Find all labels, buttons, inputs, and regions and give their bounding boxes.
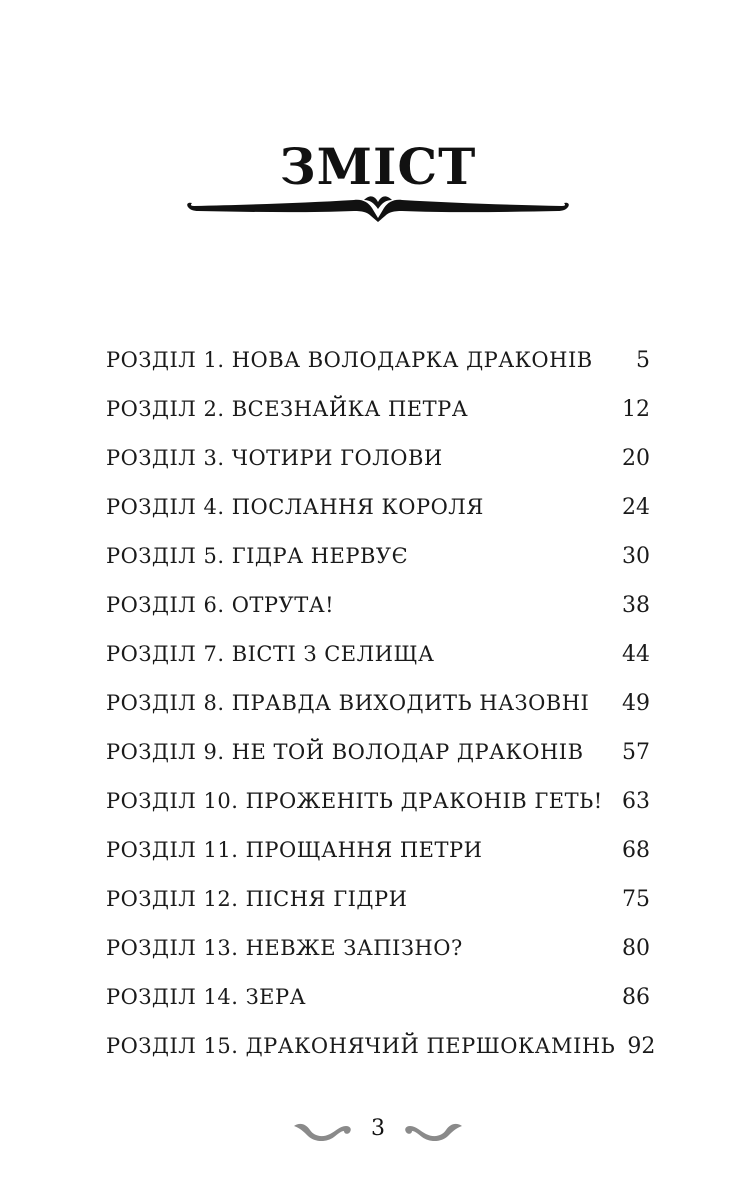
toc-entry-title: РОЗДІЛ 8. ПРАВДА ВИХОДИТЬ НАЗОВНІ <box>106 691 590 715</box>
toc-entry-page: 12 <box>622 397 650 422</box>
toc-entry-page: 86 <box>622 985 650 1010</box>
toc-entry-page: 24 <box>622 495 650 520</box>
toc-entry-title: РОЗДІЛ 12. ПІСНЯ ГІДРИ <box>106 887 408 911</box>
toc-entry-page: 80 <box>622 936 650 961</box>
toc-entry-page: 57 <box>622 740 650 765</box>
toc-entry[interactable] <box>106 732 650 781</box>
toc-entry-title: РОЗДІЛ 10. ПРОЖЕНІТЬ ДРАКОНІВ ГЕТЬ! <box>106 789 603 813</box>
toc-entry-title: РОЗДІЛ 4. ПОСЛАННЯ КОРОЛЯ <box>106 495 484 519</box>
toc-entry[interactable] <box>106 1026 656 1075</box>
toc-entry-page: 44 <box>622 642 650 667</box>
toc-entry-page: 75 <box>622 887 650 912</box>
toc-entry-title: РОЗДІЛ 14. ЗЕРА <box>106 985 307 1009</box>
toc-entry-title: РОЗДІЛ 7. ВІСТІ З СЕЛИЩА <box>106 642 435 666</box>
toc-entry-title: РОЗДІЛ 1. НОВА ВОЛОДАРКА ДРАКОНІВ <box>106 348 593 372</box>
toc-entry[interactable] <box>106 830 650 879</box>
toc-entry-title: РОЗДІЛ 3. ЧОТИРИ ГОЛОВИ <box>106 446 443 470</box>
toc-entry[interactable] <box>106 977 650 1026</box>
toc-entry[interactable] <box>106 536 650 585</box>
toc-entry-title: РОЗДІЛ 2. ВСЕЗНАЙКА ПЕТРА <box>106 397 469 421</box>
toc-entry-title: РОЗДІЛ 6. ОТРУТА! <box>106 593 335 617</box>
toc-entry[interactable] <box>106 487 650 536</box>
page-number: 3 <box>371 1116 385 1141</box>
toc-entry[interactable] <box>106 438 650 487</box>
toc-entry-page: 30 <box>622 544 650 569</box>
toc-entry-page: 38 <box>622 593 650 618</box>
toc-entry-page: 68 <box>622 838 650 863</box>
toc-entry[interactable] <box>106 781 650 830</box>
toc-entry-title: РОЗДІЛ 13. НЕВЖЕ ЗАПІЗНО? <box>106 936 463 960</box>
page-footer <box>0 1110 756 1150</box>
toc-entry[interactable] <box>106 389 650 438</box>
page-title: ЗМІСТ <box>279 136 477 196</box>
toc-entry-title: РОЗДІЛ 5. ГІДРА НЕРВУЄ <box>106 544 409 568</box>
toc-entry-page: 92 <box>627 1034 656 1059</box>
toc-entry-title: РОЗДІЛ 9. НЕ ТОЙ ВОЛОДАР ДРАКОНІВ <box>106 740 584 764</box>
toc-entry-page: 63 <box>622 789 650 814</box>
toc-entry-title: РОЗДІЛ 11. ПРОЩАННЯ ПЕТРИ <box>106 838 483 862</box>
swirl-ornament-right-icon <box>402 1116 464 1144</box>
toc-entry[interactable] <box>106 683 650 732</box>
toc-entry[interactable] <box>106 340 650 389</box>
table-of-contents <box>106 340 656 1075</box>
toc-entry-page: 49 <box>622 691 650 716</box>
toc-entry[interactable] <box>106 879 650 928</box>
toc-entry-page: 20 <box>622 446 650 471</box>
toc-entry-title: РОЗДІЛ 15. ДРАКОНЯЧИЙ ПЕРШОКАМІНЬ <box>106 1034 616 1058</box>
title-divider-ornament <box>184 190 572 224</box>
toc-entry[interactable] <box>106 928 650 977</box>
toc-entry-page: 5 <box>636 348 650 373</box>
toc-entry[interactable] <box>106 585 650 634</box>
swirl-ornament-left-icon <box>292 1116 354 1144</box>
toc-entry[interactable] <box>106 634 650 683</box>
